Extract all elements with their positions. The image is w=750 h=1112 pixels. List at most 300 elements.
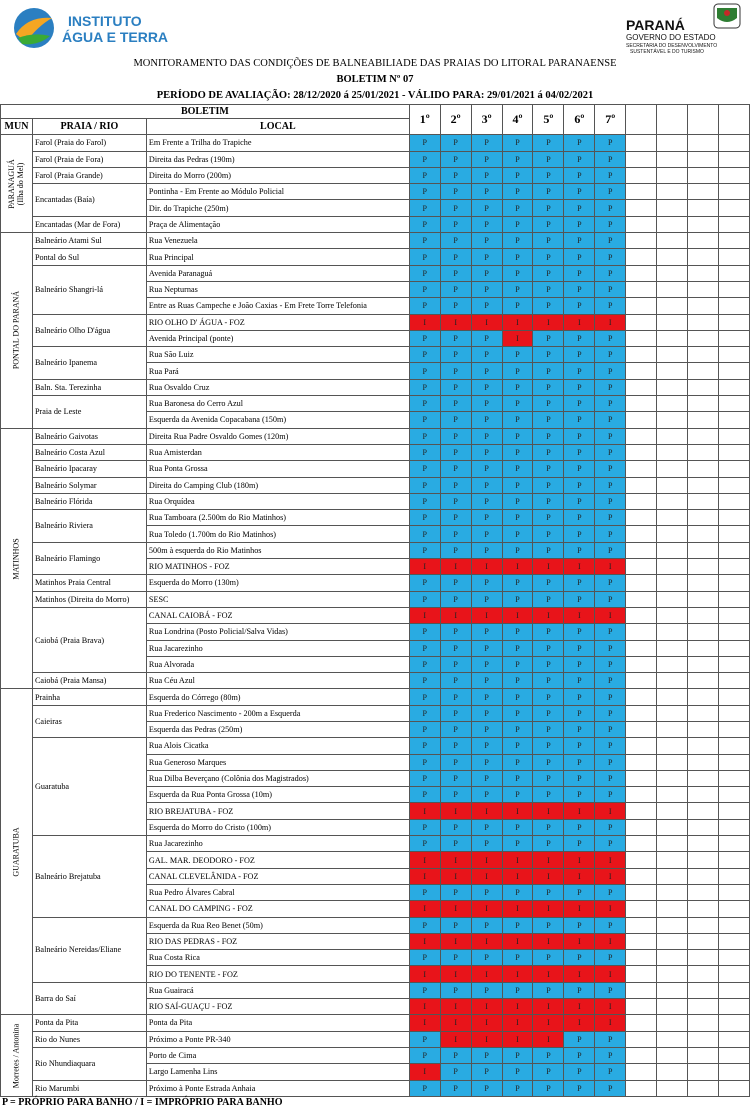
status-cell-day-2: I [440, 901, 471, 917]
status-cell-day-2: P [440, 167, 471, 183]
empty-cell [718, 624, 749, 640]
local-cell: Próximo à Ponte Estrada Anhaia [146, 1080, 409, 1096]
empty-cell [688, 640, 719, 656]
praia-cell: Caieiras [32, 705, 146, 738]
empty-cell [718, 510, 749, 526]
status-cell-day-1: P [409, 428, 440, 444]
status-cell-day-6: P [564, 884, 595, 900]
status-cell-day-7: P [595, 249, 626, 265]
status-cell-day-6: I [564, 901, 595, 917]
status-cell-day-7: I [595, 314, 626, 330]
status-cell-day-6: I [564, 966, 595, 982]
status-cell-day-3: I [471, 901, 502, 917]
status-cell-day-2: P [440, 265, 471, 281]
status-cell-day-5: P [533, 542, 564, 558]
status-cell-day-5: P [533, 950, 564, 966]
empty-cell [688, 1064, 719, 1080]
praia-cell: Encantadas (Baía) [32, 184, 146, 217]
empty-cell [688, 689, 719, 705]
empty-cell [657, 298, 688, 314]
empty-cell [688, 770, 719, 786]
status-cell-day-1: P [409, 151, 440, 167]
empty-cell [688, 1015, 719, 1031]
status-cell-day-1: P [409, 200, 440, 216]
status-cell-day-7: P [595, 624, 626, 640]
empty-cell [626, 347, 657, 363]
empty-cell [718, 151, 749, 167]
empty-cell [657, 656, 688, 672]
status-cell-day-5: I [533, 999, 564, 1015]
empty-cell [688, 167, 719, 183]
empty-cell [688, 673, 719, 689]
table-row [1, 151, 750, 167]
status-cell-day-2: P [440, 233, 471, 249]
table-row [1, 233, 750, 249]
status-cell-day-3: P [471, 542, 502, 558]
status-cell-day-3: P [471, 347, 502, 363]
status-cell-day-3: P [471, 884, 502, 900]
empty-cell [688, 526, 719, 542]
status-cell-day-1: I [409, 1015, 440, 1031]
status-cell-day-4: I [502, 1031, 533, 1047]
status-cell-day-4: I [502, 1015, 533, 1031]
empty-cell [626, 721, 657, 737]
status-cell-day-4: P [502, 770, 533, 786]
status-cell-day-6: P [564, 477, 595, 493]
empty-cell [657, 836, 688, 852]
empty-cell [626, 542, 657, 558]
empty-cell [626, 738, 657, 754]
status-cell-day-4: P [502, 542, 533, 558]
status-cell-day-5: I [533, 966, 564, 982]
empty-cell [657, 917, 688, 933]
status-cell-day-4: I [502, 330, 533, 346]
status-cell-day-4: P [502, 673, 533, 689]
status-cell-day-6: P [564, 379, 595, 395]
praia-cell: Balneário Atami Sul [32, 233, 146, 249]
local-cell: Rua Jacarezinho [146, 640, 409, 656]
local-cell: RIO DO TENENTE - FOZ [146, 966, 409, 982]
praia-cell: Farol (Praia do Farol) [32, 135, 146, 151]
local-cell: RIO MATINHOS - FOZ [146, 559, 409, 575]
municipality-cell [1, 689, 33, 1015]
status-cell-day-1: P [409, 1047, 440, 1063]
status-cell-day-6: P [564, 493, 595, 509]
local-cell: Próximo a Ponte PR-340 [146, 1031, 409, 1047]
status-cell-day-7: P [595, 135, 626, 151]
status-cell-day-5: P [533, 347, 564, 363]
local-cell: Direita do Camping Club (180m) [146, 477, 409, 493]
empty-cell [688, 901, 719, 917]
municipality-cell [1, 135, 33, 233]
empty-cell [657, 575, 688, 591]
empty-cell [718, 705, 749, 721]
status-cell-day-3: I [471, 868, 502, 884]
table-row [1, 477, 750, 493]
status-cell-day-5: I [533, 868, 564, 884]
status-cell-day-2: I [440, 803, 471, 819]
empty-cell [626, 1080, 657, 1096]
table-row [1, 493, 750, 509]
empty-cell [657, 591, 688, 607]
empty-cell [688, 803, 719, 819]
status-cell-day-2: I [440, 868, 471, 884]
empty-cell [657, 819, 688, 835]
status-cell-day-3: P [471, 330, 502, 346]
status-cell-day-7: P [595, 689, 626, 705]
status-cell-day-6: P [564, 656, 595, 672]
empty-cell [688, 559, 719, 575]
empty-cell [657, 933, 688, 949]
local-cell: Rua Ponta Grossa [146, 461, 409, 477]
praia-cell: Balneário Riviera [32, 510, 146, 543]
status-cell-day-4: P [502, 444, 533, 460]
status-cell-day-6: P [564, 982, 595, 998]
local-cell: Rua Orquídea [146, 493, 409, 509]
status-cell-day-5: P [533, 575, 564, 591]
status-cell-day-5: P [533, 1047, 564, 1063]
local-cell: Esquerda da Avenida Copacabana (150m) [146, 412, 409, 428]
empty-cell [718, 477, 749, 493]
status-cell-day-1: I [409, 1064, 440, 1080]
empty-cell [688, 754, 719, 770]
status-cell-day-6: P [564, 412, 595, 428]
status-cell-day-7: I [595, 966, 626, 982]
local-cell: Esquerda da Rua Ponta Grossa (10m) [146, 787, 409, 803]
empty-cell [718, 330, 749, 346]
municipality-cell [1, 233, 33, 429]
table-row [1, 428, 750, 444]
status-cell-day-6: I [564, 1015, 595, 1031]
empty-cell [718, 249, 749, 265]
status-cell-day-1: P [409, 787, 440, 803]
table-row [1, 510, 750, 526]
status-cell-day-5: P [533, 265, 564, 281]
empty-cell [718, 836, 749, 852]
status-cell-day-3: P [471, 363, 502, 379]
status-cell-day-5: P [533, 167, 564, 183]
status-cell-day-6: P [564, 770, 595, 786]
status-cell-day-7: P [595, 575, 626, 591]
status-cell-day-1: P [409, 265, 440, 281]
day-header-6: 6º [564, 105, 595, 135]
svg-text:SUSTENTÁVEL E DO TURISMO: SUSTENTÁVEL E DO TURISMO [630, 49, 704, 54]
bulletin-number: BOLETIM Nº 07 [336, 74, 414, 85]
local-cell: Rua Costa Rica [146, 950, 409, 966]
empty-cell [718, 1064, 749, 1080]
empty-cell [626, 314, 657, 330]
status-cell-day-2: P [440, 673, 471, 689]
praia-cell: Caiobá (Praia Brava) [32, 607, 146, 672]
status-cell-day-1: P [409, 363, 440, 379]
empty-cell [718, 347, 749, 363]
praia-cell: Rio do Nunes [32, 1031, 146, 1047]
empty-cell [688, 738, 719, 754]
status-cell-day-5: I [533, 314, 564, 330]
status-cell-day-4: P [502, 265, 533, 281]
status-cell-day-1: I [409, 559, 440, 575]
status-cell-day-5: P [533, 884, 564, 900]
status-cell-day-7: P [595, 281, 626, 297]
table-body [1, 135, 750, 1097]
status-cell-day-6: P [564, 347, 595, 363]
empty-cell [688, 412, 719, 428]
status-cell-day-6: P [564, 151, 595, 167]
status-cell-day-7: I [595, 999, 626, 1015]
empty-cell [718, 640, 749, 656]
empty-cell [657, 542, 688, 558]
empty-cell [688, 819, 719, 835]
status-cell-day-5: P [533, 673, 564, 689]
local-cell: Esquerda da Rua Reo Benet (50m) [146, 917, 409, 933]
status-cell-day-2: P [440, 363, 471, 379]
status-cell-day-1: P [409, 542, 440, 558]
status-cell-day-6: P [564, 510, 595, 526]
empty-cell [688, 461, 719, 477]
empty-cell [718, 135, 749, 151]
status-cell-day-2: P [440, 151, 471, 167]
empty-cell [626, 200, 657, 216]
empty-cell [626, 184, 657, 200]
status-cell-day-5: P [533, 1064, 564, 1080]
status-cell-day-7: P [595, 233, 626, 249]
status-cell-day-3: P [471, 656, 502, 672]
status-cell-day-1: P [409, 1031, 440, 1047]
status-cell-day-3: P [471, 787, 502, 803]
empty-cell [626, 216, 657, 232]
empty-cell [657, 1080, 688, 1096]
status-cell-day-6: P [564, 575, 595, 591]
table-row [1, 1015, 750, 1031]
status-cell-day-5: P [533, 412, 564, 428]
status-cell-day-5: P [533, 379, 564, 395]
status-cell-day-6: P [564, 249, 595, 265]
empty-cell [718, 754, 749, 770]
local-cell: Rua São Luiz [146, 347, 409, 363]
status-cell-day-3: P [471, 673, 502, 689]
status-cell-day-4: P [502, 526, 533, 542]
status-cell-day-6: P [564, 444, 595, 460]
status-cell-day-3: P [471, 444, 502, 460]
status-cell-day-3: P [471, 151, 502, 167]
status-cell-day-1: P [409, 624, 440, 640]
status-cell-day-3: P [471, 200, 502, 216]
status-cell-day-1: P [409, 461, 440, 477]
empty-cell [718, 721, 749, 737]
day-header-1: 1º [409, 105, 440, 135]
local-cell: RIO BREJATUBA - FOZ [146, 803, 409, 819]
empty-cell [718, 901, 749, 917]
status-cell-day-3: P [471, 836, 502, 852]
status-cell-day-2: P [440, 982, 471, 998]
empty-cell [657, 738, 688, 754]
day-header-7: 7º [595, 105, 626, 135]
praia-cell: Balneário Ipacaray [32, 461, 146, 477]
status-cell-day-1: P [409, 836, 440, 852]
status-cell-day-6: P [564, 1031, 595, 1047]
status-cell-day-5: P [533, 770, 564, 786]
municipality-label [12, 827, 21, 876]
header [0, 0, 750, 104]
status-cell-day-7: P [595, 526, 626, 542]
document-title: MONITORAMENTO DAS CONDIÇÕES DE BALNEABILIADE DAS PRAIAS DO LITORAL PARANAENSE [133, 58, 617, 69]
empty-cell [718, 461, 749, 477]
status-cell-day-6: P [564, 624, 595, 640]
local-cell: Rua Pará [146, 363, 409, 379]
status-cell-day-1: P [409, 917, 440, 933]
status-cell-day-7: I [595, 803, 626, 819]
empty-cell [626, 787, 657, 803]
status-cell-day-2: I [440, 314, 471, 330]
status-cell-day-4: I [502, 803, 533, 819]
empty-cell [688, 836, 719, 852]
praia-cell: Caiobá (Praia Mansa) [32, 673, 146, 689]
empty-cell [688, 233, 719, 249]
status-cell-day-3: I [471, 966, 502, 982]
local-cell: Rua Amisterdan [146, 444, 409, 460]
status-cell-day-7: P [595, 412, 626, 428]
status-cell-day-7: P [595, 510, 626, 526]
status-cell-day-7: P [595, 591, 626, 607]
empty-cell [688, 721, 719, 737]
status-cell-day-3: P [471, 216, 502, 232]
status-cell-day-5: P [533, 493, 564, 509]
status-cell-day-3: P [471, 705, 502, 721]
praia-cell: Balneário Flórida [32, 493, 146, 509]
status-cell-day-7: P [595, 819, 626, 835]
status-cell-day-4: P [502, 510, 533, 526]
table-row [1, 1031, 750, 1047]
status-cell-day-1: P [409, 233, 440, 249]
status-cell-day-5: P [533, 135, 564, 151]
praia-header: PRAIA / RIO [32, 119, 146, 135]
empty-cell [718, 233, 749, 249]
praia-cell: Barra do Saí [32, 982, 146, 1015]
empty-cell [626, 689, 657, 705]
empty-cell [657, 510, 688, 526]
local-cell: Entre as Ruas Campeche e João Caxias - Em Frete Torre Telefonia [146, 298, 409, 314]
status-cell-day-6: P [564, 167, 595, 183]
status-cell-day-4: P [502, 656, 533, 672]
status-cell-day-6: I [564, 933, 595, 949]
status-cell-day-4: P [502, 575, 533, 591]
status-cell-day-2: I [440, 966, 471, 982]
praia-cell: Rio Nhundiaquara [32, 1047, 146, 1080]
local-cell: Rua Céu Azul [146, 673, 409, 689]
status-cell-day-2: P [440, 917, 471, 933]
status-cell-day-3: P [471, 950, 502, 966]
empty-cell [718, 803, 749, 819]
table-row [1, 379, 750, 395]
empty-cell [657, 1031, 688, 1047]
empty-cell [718, 999, 749, 1015]
empty-cell [626, 884, 657, 900]
status-cell-day-4: P [502, 917, 533, 933]
status-cell-day-2: P [440, 330, 471, 346]
status-cell-day-1: I [409, 314, 440, 330]
status-cell-day-6: I [564, 803, 595, 819]
empty-cell [657, 493, 688, 509]
empty-cell [626, 852, 657, 868]
status-cell-day-5: P [533, 428, 564, 444]
empty-cell [626, 167, 657, 183]
status-cell-day-6: P [564, 1064, 595, 1080]
status-cell-day-3: P [471, 624, 502, 640]
status-cell-day-2: P [440, 640, 471, 656]
empty-cell [718, 673, 749, 689]
empty-cell [626, 135, 657, 151]
praia-cell: Balneário Ipanema [32, 347, 146, 380]
status-cell-day-2: P [440, 298, 471, 314]
status-cell-day-6: P [564, 265, 595, 281]
empty-cell [626, 607, 657, 623]
status-cell-day-3: P [471, 379, 502, 395]
status-cell-day-1: P [409, 721, 440, 737]
status-cell-day-2: P [440, 770, 471, 786]
status-cell-day-4: P [502, 412, 533, 428]
empty-cell [626, 249, 657, 265]
local-cell: Rua Tamboara (2.500m do Rio Matinhos) [146, 510, 409, 526]
status-cell-day-3: P [471, 591, 502, 607]
empty-cell [626, 656, 657, 672]
status-cell-day-5: P [533, 200, 564, 216]
status-cell-day-2: I [440, 933, 471, 949]
empty-cell [657, 640, 688, 656]
local-cell: Pontinha - Em Frente ao Módulo Policial [146, 184, 409, 200]
status-cell-day-5: P [533, 216, 564, 232]
empty-cell [688, 363, 719, 379]
status-cell-day-3: P [471, 526, 502, 542]
status-cell-day-2: P [440, 412, 471, 428]
status-cell-day-1: P [409, 575, 440, 591]
status-cell-day-7: P [595, 917, 626, 933]
local-cell: Largo Lamenha Lins [146, 1064, 409, 1080]
day-header-5: 5º [533, 105, 564, 135]
empty-cell [657, 347, 688, 363]
empty-cell [657, 216, 688, 232]
status-cell-day-6: P [564, 526, 595, 542]
status-cell-day-3: I [471, 607, 502, 623]
empty-cell [688, 1031, 719, 1047]
status-cell-day-3: P [471, 510, 502, 526]
empty-cell [688, 999, 719, 1015]
empty-cell [626, 999, 657, 1015]
local-cell: RIO SAÍ-GUAÇU - FOZ [146, 999, 409, 1015]
praia-cell: Balneário Solymar [32, 477, 146, 493]
municipality-line: GUARATUBA [11, 827, 21, 877]
status-cell-day-1: P [409, 526, 440, 542]
empty-cell [657, 787, 688, 803]
status-cell-day-4: P [502, 689, 533, 705]
parana-governo-logo [620, 2, 748, 54]
empty-cell [718, 559, 749, 575]
status-cell-day-7: P [595, 379, 626, 395]
status-cell-day-4: P [502, 836, 533, 852]
municipality-label [12, 291, 21, 369]
empty-cell [626, 917, 657, 933]
status-cell-day-1: P [409, 950, 440, 966]
empty-cell [688, 624, 719, 640]
status-cell-day-4: P [502, 493, 533, 509]
evaluation-period: PERÍODO DE AVALIAÇÃO: 28/12/2020 á 25/01/2021 - VÁLIDO PARA: 29/01/2021 á 04/02/2021 [156, 90, 594, 101]
status-cell-day-7: P [595, 656, 626, 672]
empty-cell [626, 770, 657, 786]
municipality-label [12, 538, 21, 579]
status-cell-day-1: P [409, 396, 440, 412]
empty-cell [688, 281, 719, 297]
status-cell-day-7: I [595, 933, 626, 949]
empty-cell [657, 559, 688, 575]
